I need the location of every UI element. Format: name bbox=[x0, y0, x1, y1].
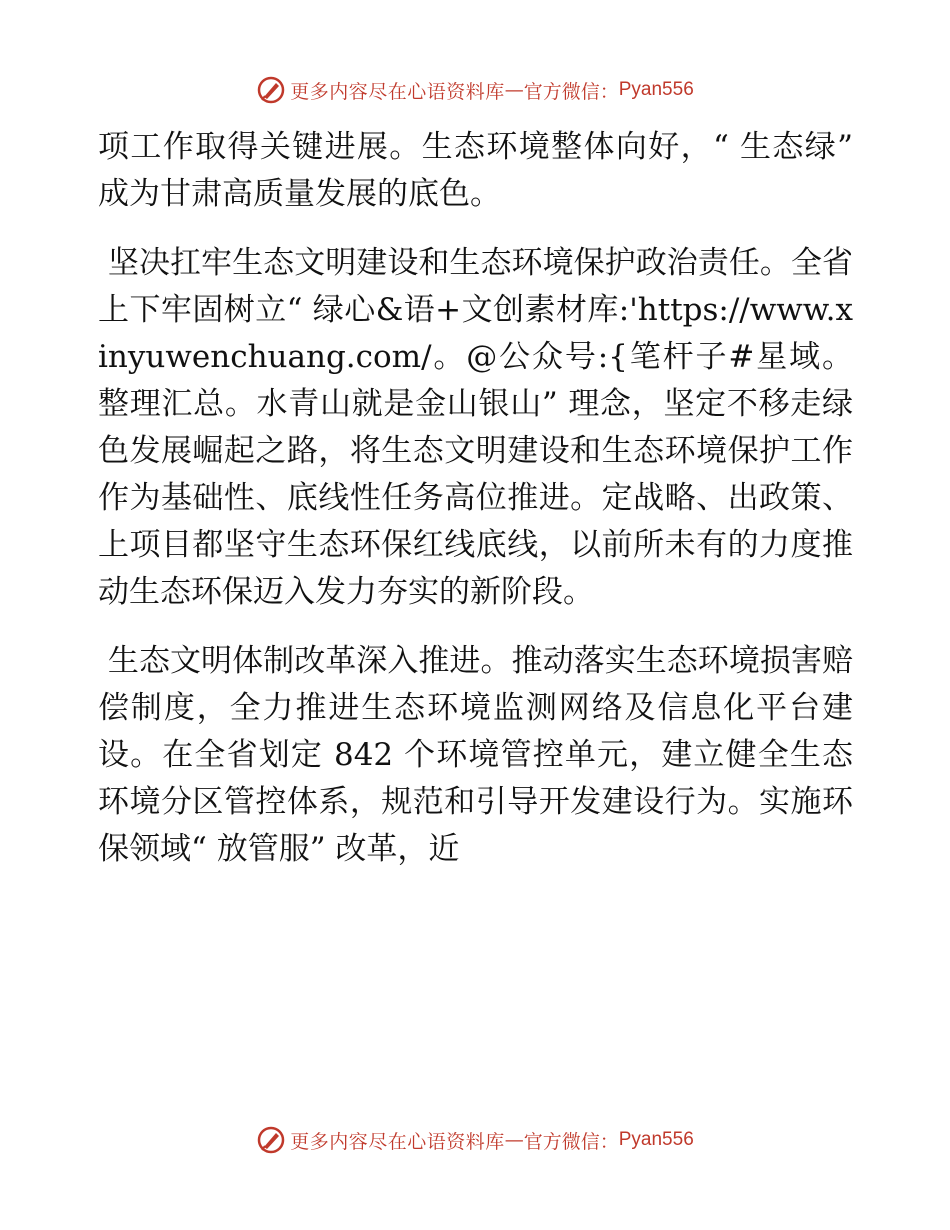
document-body bbox=[98, 124, 863, 873]
footer-banner-text: 更多内容尽在心语资料库 bbox=[290, 1130, 505, 1153]
header-banner bbox=[0, 70, 950, 110]
header-banner-wechat-id: Pyan556 bbox=[618, 79, 694, 100]
footer-banner-separator: — bbox=[504, 1129, 524, 1151]
header-banner-label: 官方微信： bbox=[523, 80, 619, 103]
quill-pen-logo-icon bbox=[256, 1125, 286, 1155]
paragraph-1: 项工作取得关键进展。生态环境整体向好，“ 生态绿” 成为甘肃高质量发展的底色。 bbox=[98, 129, 863, 212]
paragraph-3: 生态文明体制改革深入推进。推动落实生态环境损害赔偿制度，全力推进生态环境监测网络及信息化平台建设。在全省划定 842 个环境管控单元，建立健全生态环境分区管控体系，规范和引导开发建设行为。实施环保领域“ 放管服” 改革，近 bbox=[98, 643, 853, 867]
header-banner-text: 更多内容尽在心语资料库 bbox=[290, 80, 505, 103]
quill-pen-logo-icon bbox=[256, 75, 286, 105]
paragraph-2: 坚决扛牢生态文明建设和生态环境保护政治责任。全省上下牢固树立“ 绿心&语+文创素材库:'https://www.xinyuwenchuang.com/。@公众号:{笔杆子#星域。整理汇总。水青山就是金山银山” 理念，坚定不移走绿色发展崛起之路，将生态文明建设和生态环境保护工作作为基础性、底线性任务高位推进。定战略、出政策、上项目都坚守生态环保红线底线，以前所未有的力度推动生态环保迈入发力夯实的新阶段。 bbox=[98, 245, 853, 610]
footer-banner-wechat-id: Pyan556 bbox=[618, 1129, 694, 1150]
header-banner-separator: — bbox=[504, 79, 524, 101]
footer-banner bbox=[0, 1120, 950, 1160]
footer-banner-label: 官方微信： bbox=[523, 1130, 619, 1153]
